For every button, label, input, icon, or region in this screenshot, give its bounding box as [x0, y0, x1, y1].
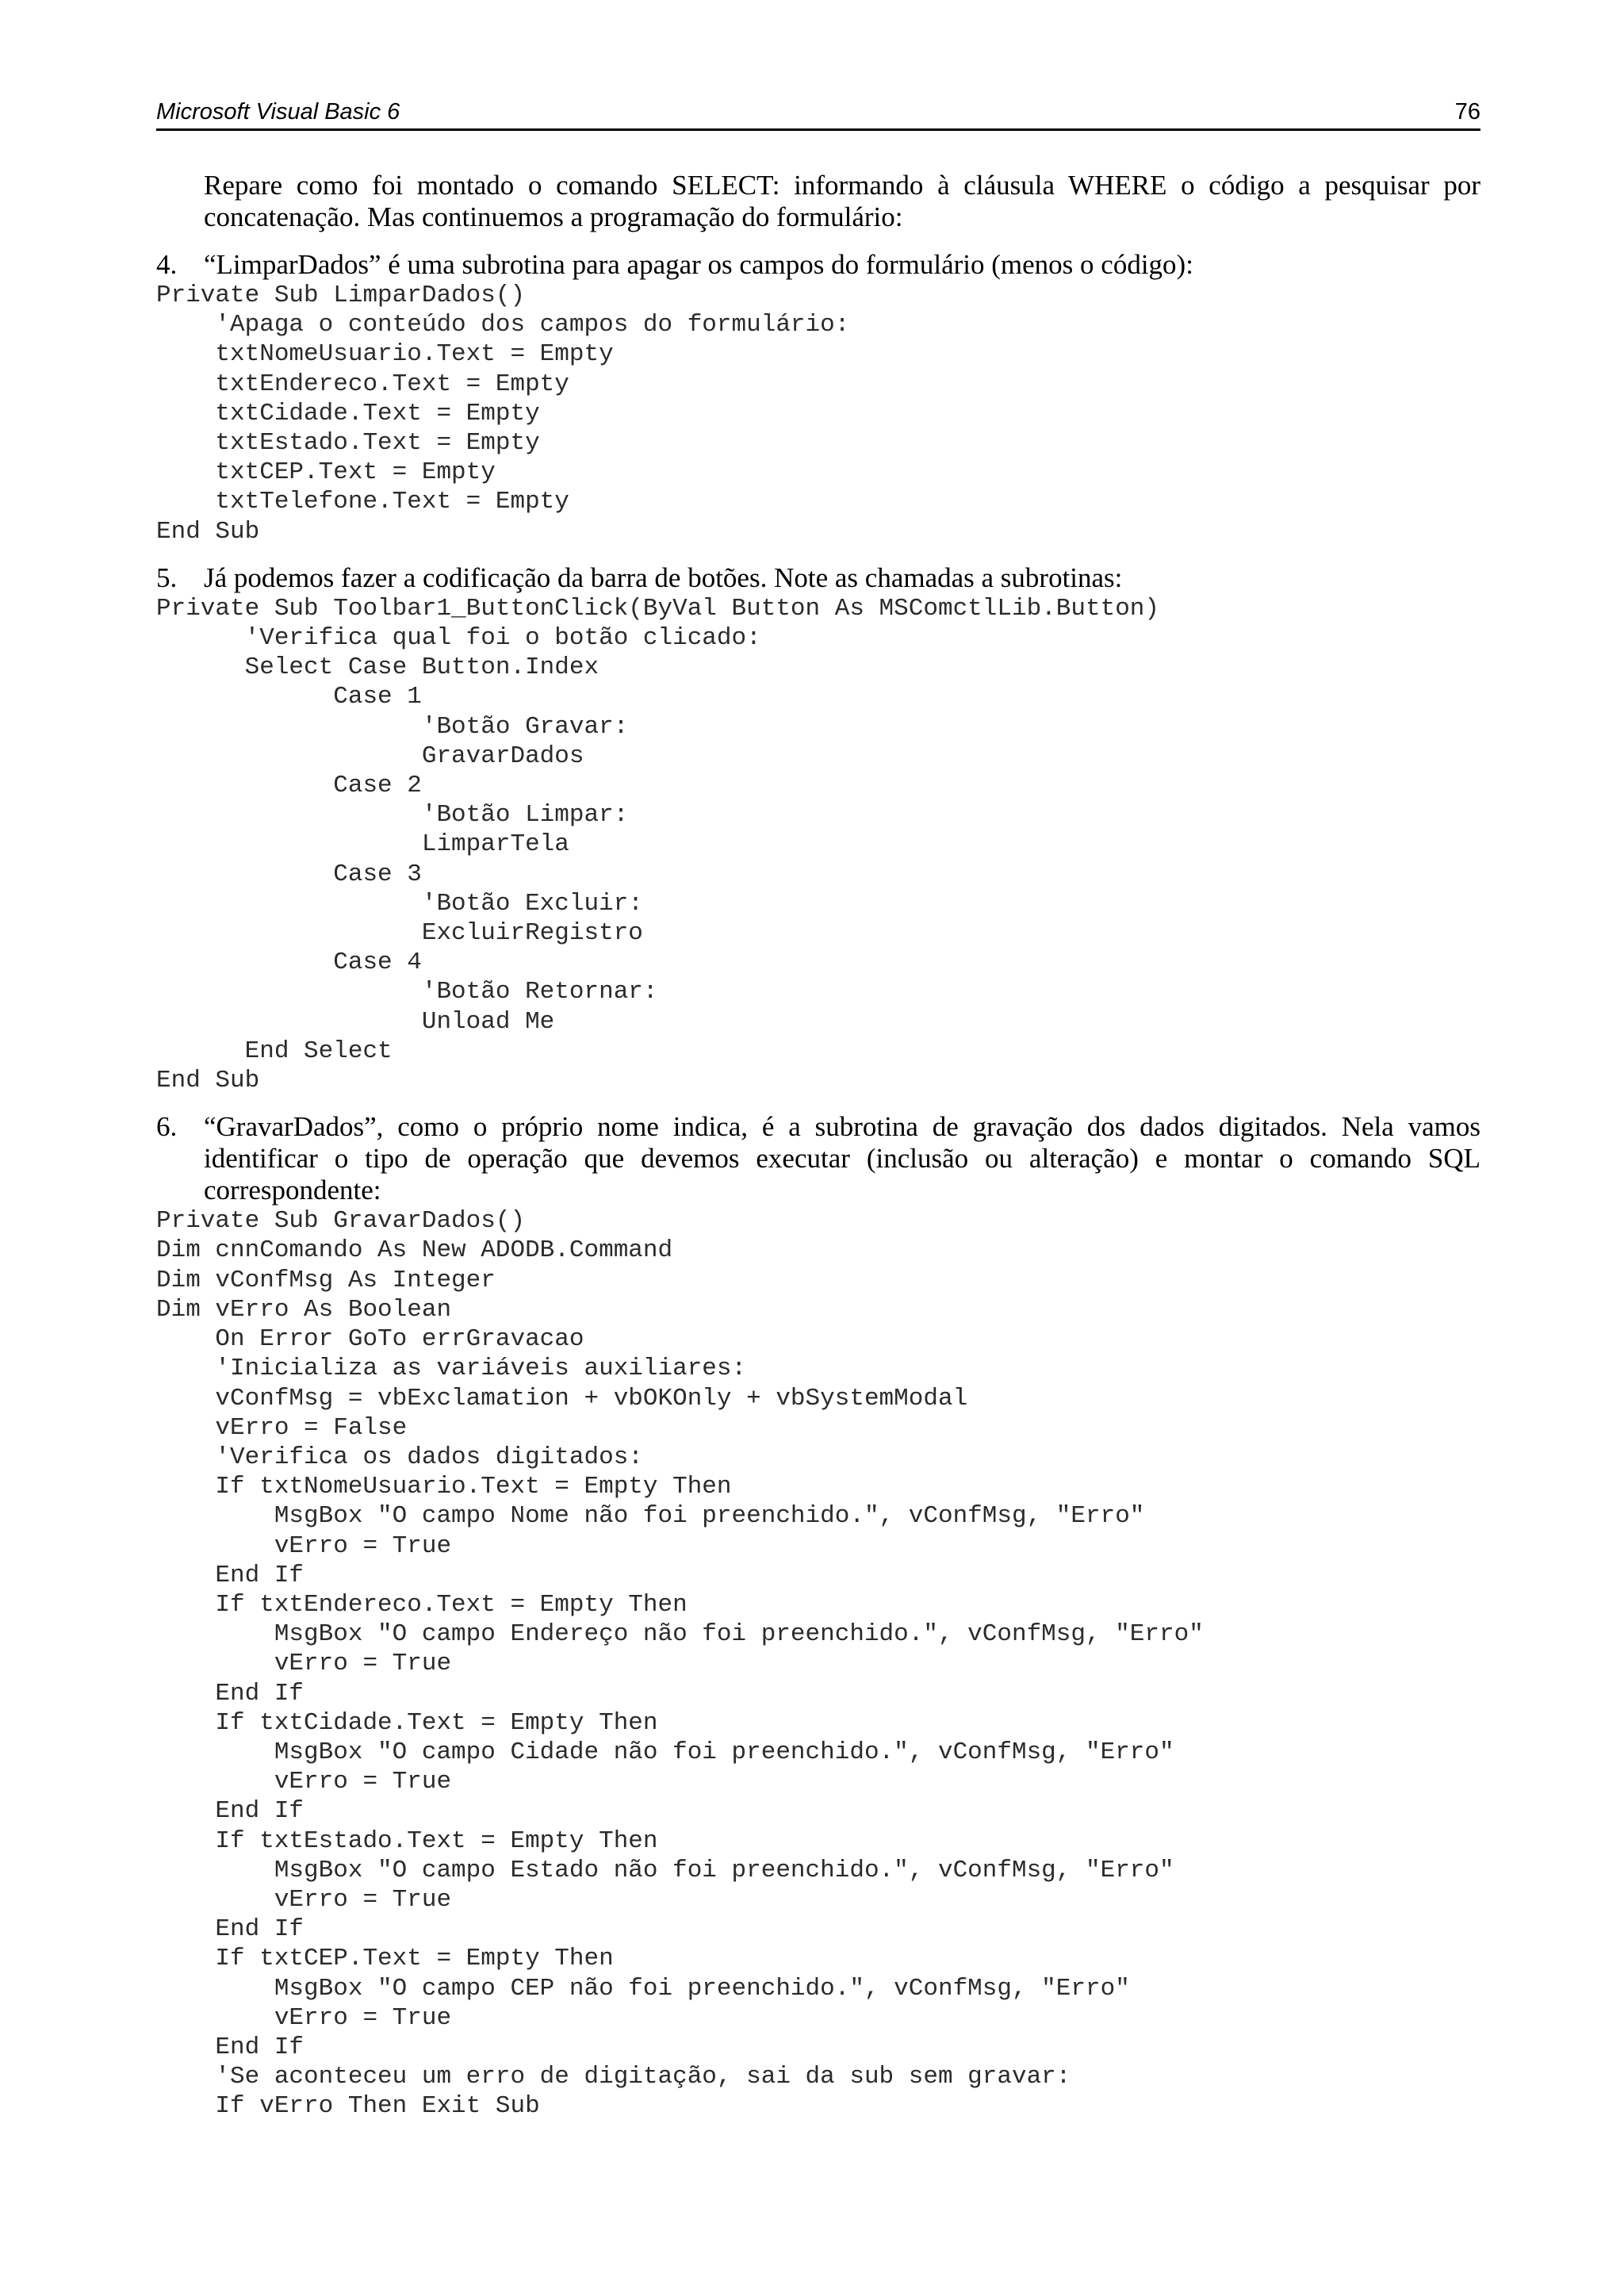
item-text: “LimparDados” é uma subrotina para apagar os campos do formulário (menos o código):	[204, 249, 1193, 280]
list-item-5	[156, 562, 1480, 594]
item-number: 4.	[156, 249, 178, 280]
item-number: 6.	[156, 1111, 178, 1143]
page-header	[156, 94, 1480, 131]
code-block-limpar-dados: Private Sub LimparDados() 'Apaga o conteúdo dos campos do formulário: txtNomeUsuario.Text = Empty txtEndereco.Text = Empty txtCidade.Text = Empty txtEstado.Text = Empty txtCEP.Text = Empty txtTelefone.Text = Empty End Sub	[156, 282, 850, 546]
code-block-gravar-dados: Private Sub GravarDados() Dim cnnComando As New ADODB.Command Dim vConfMsg As Integer Dim vErro As Boolean On Error GoTo errGravacao 'Inicializa as variáveis auxiliares: vConfMsg = vbExclamation + vbOKOnly + vbSystemModal vErro = False 'Verifica os dados digitados: If txtNomeUsuario.Text = Empty Then MsgBox "O campo Nome não foi preenchido.", vConfMsg, "Erro" vErro = True End If If txtEndereco.Text = Empty Then MsgBox "O campo Endereço não foi preenchido.", vConfMsg, "Erro" vErro = True End If If txtCidade.Text = Empty Then MsgBox "O campo Cidade não foi preenchido.", vConfMsg, "Erro" vErro = True End If If txtEstado.Text = Empty Then MsgBox "O campo Estado não foi preenchido.", vConfMsg, "Erro" vErro = True End If If txtCEP.Text = Empty Then MsgBox "O campo CEP não foi preenchido.", vConfMsg, "Erro" vErro = True End If 'Se aconteceu um erro de digitação, sai da sub sem gravar: If vErro Then Exit Sub	[156, 1207, 1204, 2121]
page-number: 76	[1454, 99, 1480, 125]
item-text: Já podemos fazer a codificação da barra de botões. Note as chamadas a subrotinas:	[204, 562, 1123, 593]
intro-paragraph: Repare como foi montado o comando SELECT: informando à cláusula WHERE o código a pesquisar por concatenação. Mas continuemos a programação do formulário:	[204, 170, 1480, 232]
list-item-4	[156, 249, 1480, 281]
code-block-toolbar-click: Private Sub Toolbar1_ButtonClick(ByVal Button As MSComctlLib.Button) 'Verifica qual foi o botão clicado: Select Case Button.Index Case 1 'Botão Gravar: GravarDados Case 2 'Botão Limpar: LimparTela Case 3 'Botão Excluir: ExcluirRegistro Case 4 'Botão Retornar: Unload Me End Select End Sub	[156, 594, 1160, 1095]
item-text: “GravarDados”, como o próprio nome indica, é a subrotina de gravação dos dados digitados. Nela vamos identificar o tipo de operação que devemos executar (inclusão ou alteração) e montar o comando SQL correspondente:	[204, 1111, 1480, 1206]
header-title: Microsoft Visual Basic 6	[156, 99, 400, 125]
list-item-6	[156, 1111, 1480, 1206]
item-number: 5.	[156, 562, 178, 593]
page-content	[156, 170, 1480, 2122]
